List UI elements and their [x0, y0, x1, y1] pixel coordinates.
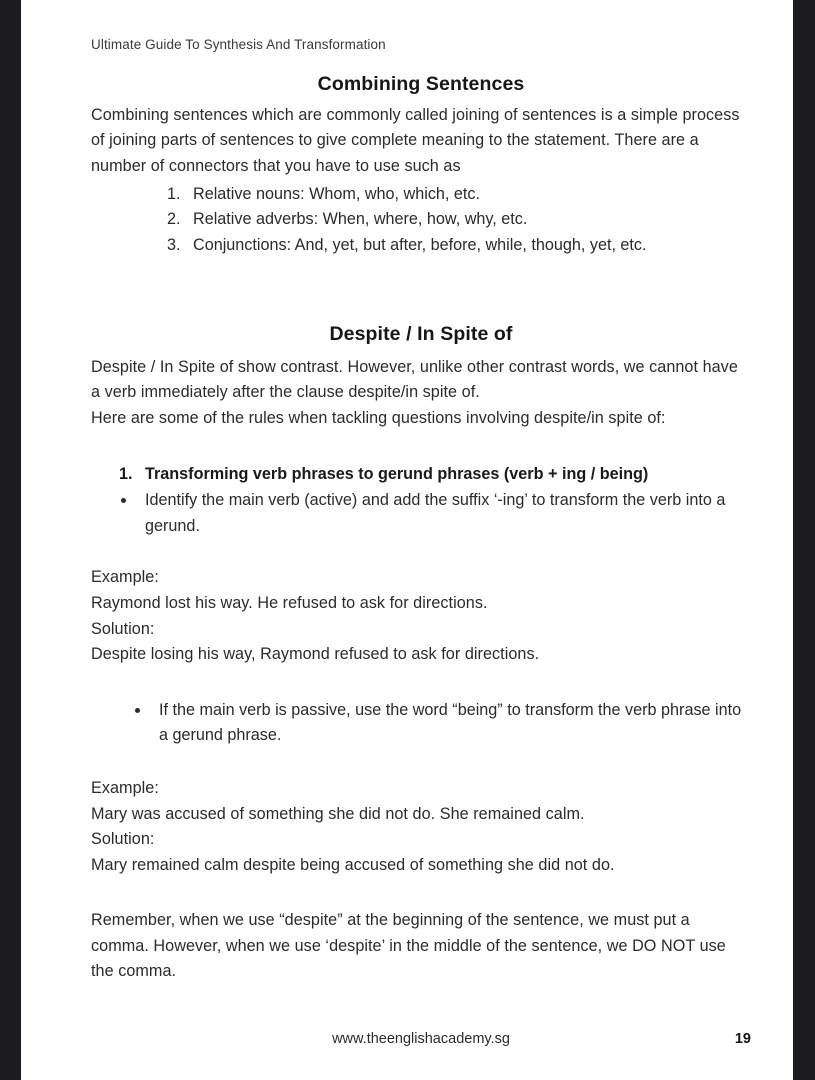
connectors-list: [91, 182, 751, 259]
right-page-border: [793, 0, 815, 1080]
section-title-combining-sentences: Combining Sentences: [317, 72, 525, 95]
section-title-despite-in-spite-of: Despite / In Spite of: [329, 323, 513, 346]
rule-block-1: [91, 462, 751, 540]
list-item: 1. Relative nouns: Whom, who, which, etc.: [185, 182, 751, 208]
list-item: • If the main verb is passive, use the word “being” to transform the verb phrase into a gerund phrase.: [151, 698, 751, 749]
example-text: Raymond lost his way. He refused to ask for directions.: [91, 593, 488, 612]
despite-intro-line-1: Despite / In Spite of show contrast. However, unlike other contrast words, we cannot have a verb immediately after the clause despite/in spite of.: [91, 357, 738, 402]
despite-intro-line-2: Here are some of the rules when tackling questions involving despite/in spite of:: [91, 408, 666, 427]
list-item: 3. Conjunctions: And, yet, but after, before, while, though, yet, etc.: [185, 233, 751, 259]
rules-list: [91, 462, 751, 488]
rule-2-bullets: [91, 698, 751, 749]
footer-website-url: www.theenglishacademy.sg: [332, 1031, 510, 1047]
page-footer: [91, 1031, 751, 1051]
page-number: 19: [734, 1031, 751, 1047]
solution-text: Despite losing his way, Raymond refused to ask for directions.: [91, 645, 540, 664]
rule-block-2: [91, 698, 751, 749]
example-block-1: [91, 565, 751, 667]
document-page: [21, 0, 793, 1080]
solution-label: Solution:: [91, 619, 155, 638]
list-item: 2. Relative adverbs: When, where, how, why, etc.: [185, 207, 751, 233]
list-item: • Identify the main verb (active) and add the suffix ‘-ing’ to transform the verb into a gerund.: [137, 488, 751, 539]
example-label: Example:: [91, 778, 159, 797]
example-block-2: [91, 776, 751, 878]
solution-label: Solution:: [91, 830, 155, 849]
list-item: 1. Transforming verb phrases to gerund phrases (verb + ing / being): [137, 462, 751, 488]
example-text: Mary was accused of something she did not do. She remained calm.: [91, 804, 585, 823]
remember-block: [91, 908, 751, 985]
rule-1-bullets: [91, 488, 751, 539]
solution-text: Mary remained calm despite being accused of something she did not do.: [91, 855, 615, 874]
combining-sentences-intro: Combining sentences which are commonly called joining of sentences is a simple process of joining parts of sentences to give complete meaning to the statement. There are a number of connectors that you have to use such as: [91, 105, 740, 176]
page-content: [91, 0, 751, 985]
remember-text: Remember, when we use “despite” at the beginning of the sentence, we must put a comma. However, when we use ‘despite’ in the middle of the sentence, we DO NOT use the comma.: [91, 911, 726, 981]
running-head: Ultimate Guide To Synthesis And Transformation: [91, 37, 386, 52]
example-label: Example:: [91, 568, 159, 587]
left-page-border: [0, 0, 21, 1080]
